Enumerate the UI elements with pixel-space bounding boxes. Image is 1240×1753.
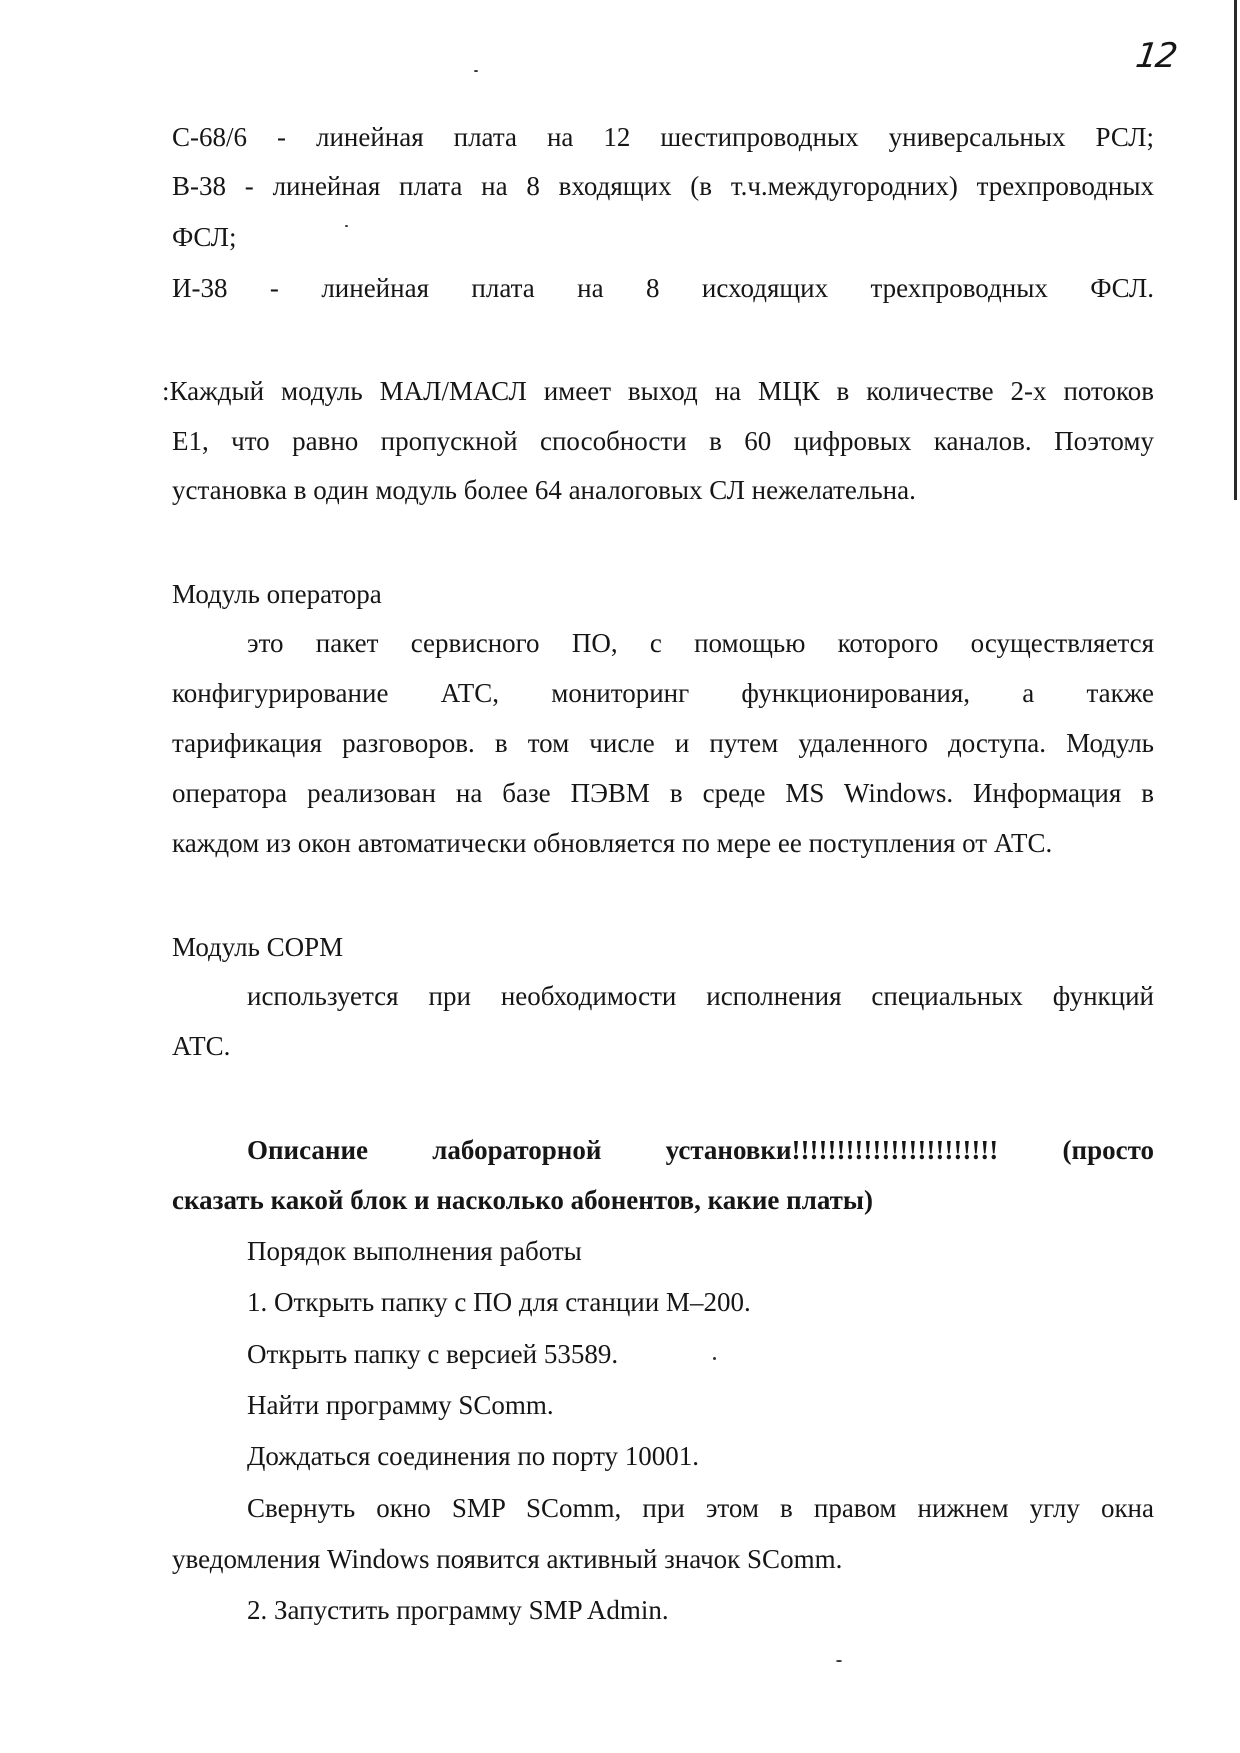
steps-title: Порядок выполнения работы [247,1236,582,1266]
step-line: 2. Запустить программу SMP Admin. [247,1595,669,1625]
step-line: уведомления Windows появится активный значок SComm. [172,1544,843,1574]
scan-speck [474,70,478,72]
text-line: С-68/6 - линейная плата на 12 шестипроводных универсальных РСЛ; [172,122,1154,152]
paragraph-line: используется при необходимости исполнения специальных функций [247,981,1154,1011]
section-heading: Модуль оператора [172,579,382,609]
paragraph-line: конфигурирование АТС, мониторинг функционирования, а также [172,678,1154,708]
scan-edge [1234,0,1237,500]
paragraph-line: установка в один модуль более 64 аналоговых СЛ нежелательна. [172,475,916,505]
paragraph-line: это пакет сервисного ПО, с помощью которого осуществляется [247,628,1154,658]
paragraph-line: оператора реализован на базе ПЭВМ в среде MS Windows. Информация в [172,778,1154,808]
text-line: И-38 - линейная плата на 8 исходящих трехпроводных ФСЛ. [172,273,1154,303]
paragraph-line: АТС. [172,1031,231,1061]
bold-heading-line: Описание лабораторной установки!!!!!!!!!!!!!!!!!!!!!!! (просто [247,1135,1154,1165]
paragraph-line: каждом из окон автоматически обновляется по мере ее поступления от АТС. [172,828,1053,858]
scan-speck [836,1660,842,1662]
step-line: Открыть папку с версией 53589. [247,1339,619,1369]
text-line: В-38 - линейная плата на 8 входящих (в т.ч.междугородних) трехпроводных [172,171,1154,201]
paragraph-line: Е1, что равно пропускной способности в 60 цифровых каналов. Поэтому [172,426,1154,456]
step-line: 1. Открыть папку с ПО для станции М–200. [247,1287,751,1317]
paragraph-line: тарификация разговоров. в том числе и путем удаленного доступа. Модуль [172,728,1154,758]
paragraph-line: :Каждый модуль МАЛ/МАСЛ имеет выход на МЦК в количестве 2-х потоков [162,376,1154,406]
step-line: Дождаться соединения по порту 10001. [247,1441,700,1471]
text-line: ФСЛ; [172,222,237,252]
bold-heading-line: сказать какой блок и насколько абонентов, какие платы) [172,1185,873,1215]
step-line: Найти программу SComm. [247,1390,554,1420]
page-number: 12 [1133,36,1179,76]
section-heading: Модуль СОРМ [172,932,344,962]
step-line: Свернуть окно SMP SComm, при этом в правом нижнем углу окна [247,1493,1154,1523]
